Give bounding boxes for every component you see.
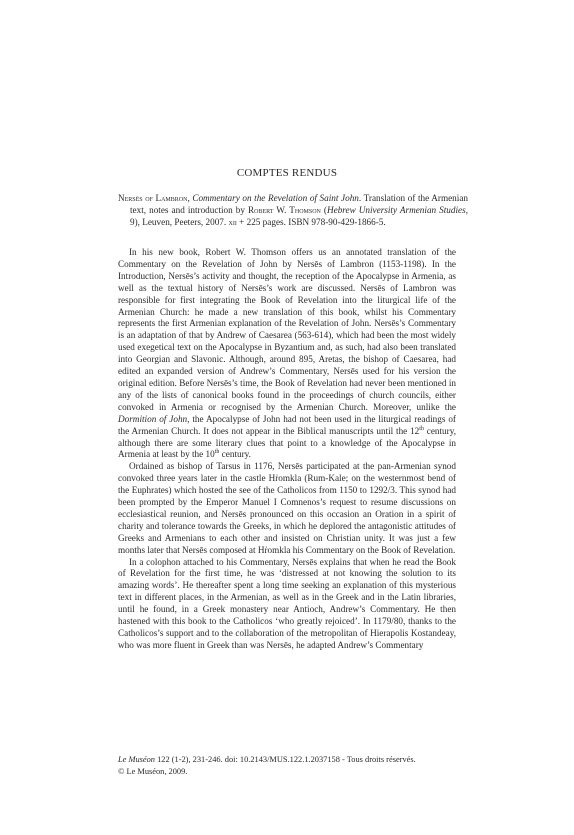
- page-count-roman: xii: [228, 216, 237, 227]
- paragraph-1-text-a: In his new book, Robert W. Thomson offers us an annotated translation of the Commentary on the Revelation of John by Nersēs of Lambron (1153-1198). In the Introduction, Nersēs’s activity and thought, the reception of the Apocalypse in Armenia, as well as the textual history of Nersēs’s work are discussed. Nersēs of Lambron was responsible for first integrating the Book of Revelation into the liturgical life of the Armenian Church: he made a new translation of this book, whilst his Commentary represents the first Armenian explanation of the Revelation of John. Nersēs’s Commentary is an adaptation of that by Andrew of Caesarea (563-614), which had been the most widely used exegetical text on the Apocalypse in Byzantium and, as such, had also been translated into Georgian and Slavonic. Although, around 895, Aretas, the bishop of Caesarea, had edited an expanded version of Andrew’s Commentary, Nersēs used for his version the original edition. Before Nersēs’s time, the Book of Revelation had never been mentioned in any of the lists of canonical books found in the proceedings of church councils, either convoked in Armenia or recognised by the Armenian Church. Moreover, unlike the: [118, 247, 456, 412]
- copyright-notice: © Le Muséon, 2009.: [118, 766, 188, 776]
- reference-open-paren: (: [320, 204, 327, 215]
- paragraph-1: [118, 247, 456, 461]
- reference-details-b: , 9), Leuven, Peeters, 2007.: [130, 204, 468, 227]
- journal-name: Le Muséon: [118, 755, 155, 764]
- paragraph-1-italic-title: Dormition of John: [118, 413, 188, 424]
- paragraph-1-text-d: century.: [219, 449, 251, 460]
- reference-separator: ,: [187, 193, 193, 203]
- reference-details-a: . Translation of the Armenian text, notes and introduction by: [130, 193, 469, 215]
- book-translator: Robert W. Thomson: [247, 204, 321, 215]
- journal-citation: [118, 754, 456, 766]
- book-title: Commentary on the Revelation of Saint John: [192, 193, 359, 203]
- book-author: Nersēs of Lambron: [118, 193, 188, 203]
- paragraph-3: In a colophon attached to his Commentary, Nersēs explains that when he read the Book of Revelation for the first time, he was ‘distressed at not knowing the solution to its amazing words’. He thereafter spent a long time seeking an explanation of this mysterious text in different places, in the Armenian, as well as in the Greek and in the Latin libraries, until he found, in a Greek monastery near Antioch, Andrew’s Commentary. He then hastened with this book to the Catholicos ‘who greatly rejoiced’. In 1179/80, thanks to the Catholicos’s support and to the collaboration of the metropolitan of Hierapolis Kostandeay, who was more fluent in Greek than was Nersēs, he adapted Andrew’s Commentary: [118, 556, 456, 650]
- book-series: Hebrew University Armenian Studies: [326, 204, 466, 215]
- superscript-ordinal: th: [214, 449, 220, 456]
- page-footer: [118, 754, 456, 777]
- reference-details-c: + 225 pages. ISBN 978-90-429-1866-5.: [236, 216, 386, 227]
- review-body: [118, 247, 456, 652]
- paragraph-2: Ordained as bishop of Tarsus in 1176, Nersēs participated at the pan-Armenian synod convoked three years later in the castle Hṙomkla (Rum-Kale; on the westernmost bend of the Euphrates) which hosted the see of the Catholicos from 1150 to 1292/3. This synod had been prompted by the Emperor Manuel I Comnenos’s request to resume discussions on ecclesiastical reunion, and Nersēs pronounced on this occasion an Oration in a spirit of charity and tolerance towards the Greeks, in which he deplored the antagonistic attitudes of Greeks and Armenians to each other and insisted on Christian unity. It was just a few months later that Nersēs composed at Hṙomkla his Commentary on the Book of Revelation.: [118, 461, 456, 555]
- section-title: COMPTES RENDUS: [236, 167, 338, 179]
- paragraph-1-text-c: century, although there are some literary clues that point to a knowledge of the Apocalypse in Armenia at least by the 10: [118, 425, 456, 460]
- superscript-ordinal: th: [419, 425, 424, 432]
- paragraph-1-text-b: , the Apocalypse of John had not been used in the liturgical readings of the Armenian Church. It does not appear in the Biblical manuscripts until the 12: [118, 413, 456, 436]
- citation-details: 122 (1-2), 231-246. doi: 10.2143/MUS.122.1.2037158 - Tous droits réservés.: [154, 755, 416, 764]
- book-reference: [118, 193, 468, 229]
